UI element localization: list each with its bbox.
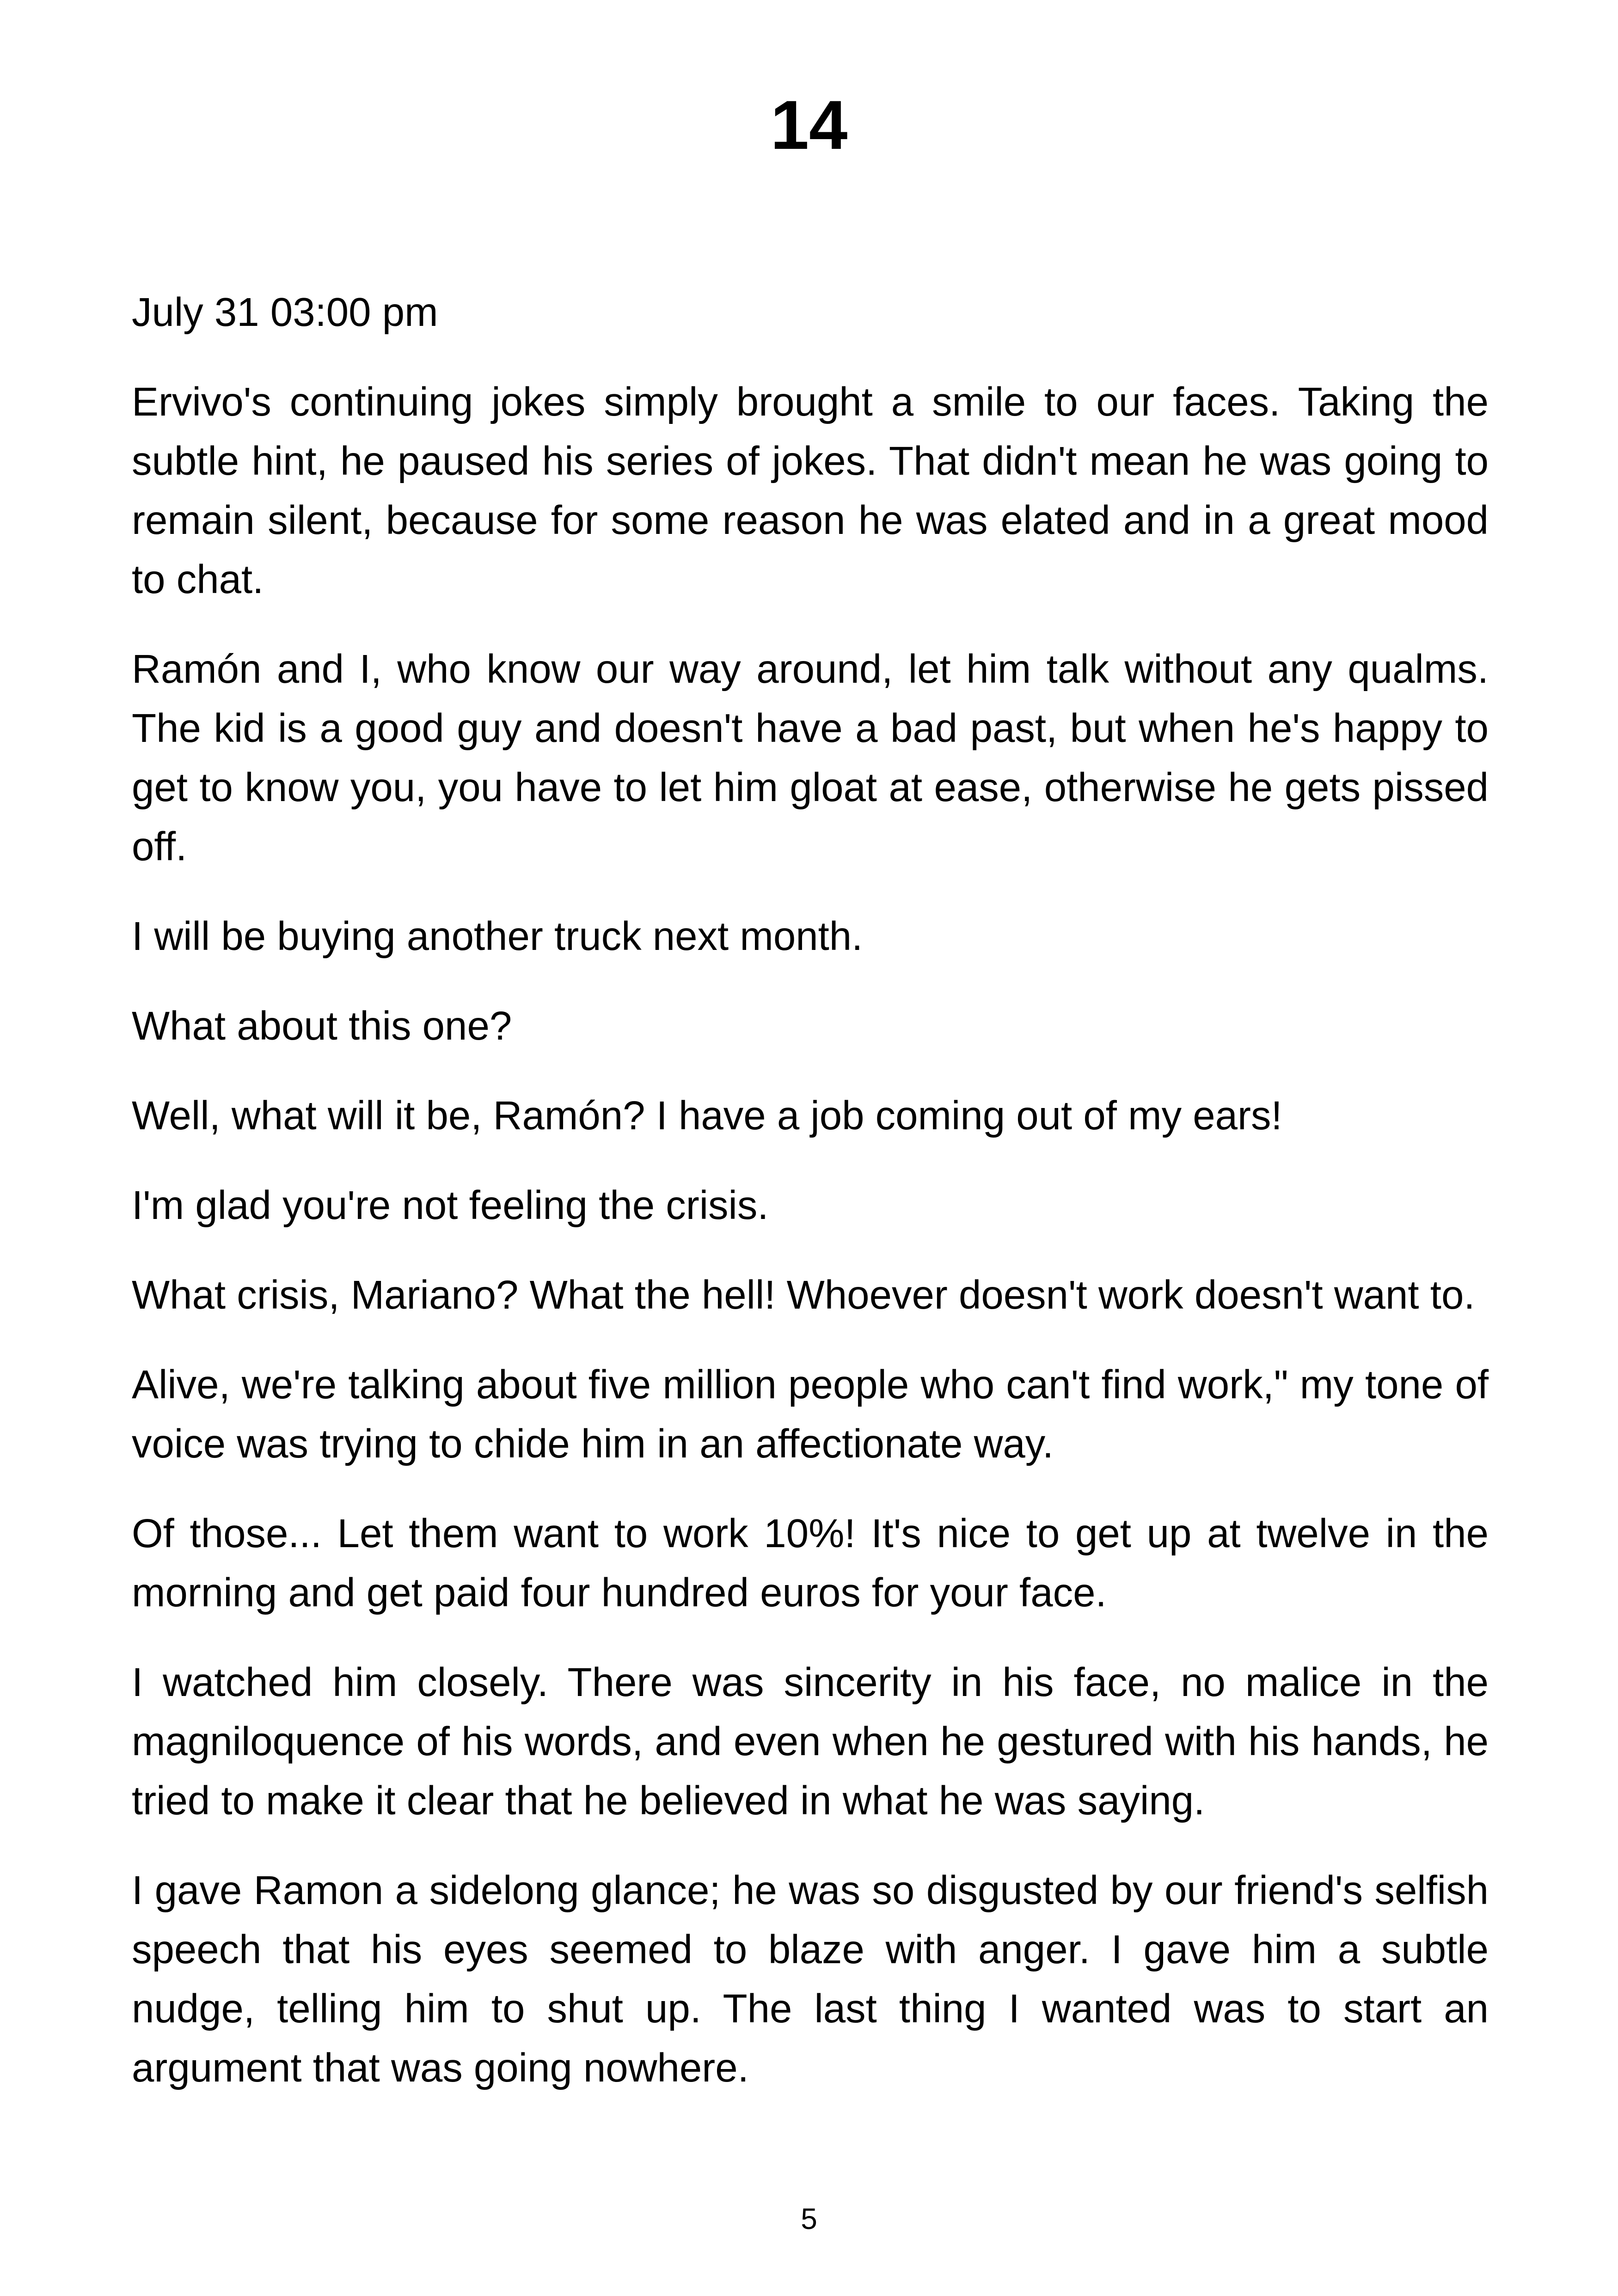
paragraph: Ramón and I, who know our way around, let him talk without any qualms. The kid is a good guy and doesn't have a bad past, but when he's happy to get to know you, you have to let him gloat at ease, otherwise he gets pissed off.	[132, 647, 1489, 869]
paragraph: What crisis, Mariano? What the hell! Whoever doesn't work doesn't want to.	[132, 1273, 1475, 1317]
paragraph: Ervivo's continuing jokes simply brought a smile to our faces. Taking the subtle hint, he paused his series of jokes. That didn't mean he was going to remain silent, because for some reason he was elated and in a great mood to chat.	[132, 380, 1489, 602]
entry-timestamp: July 31 03:00 pm	[132, 290, 438, 335]
page-number: 5	[801, 2202, 817, 2235]
body-text	[132, 283, 1489, 2128]
paragraph: I will be buying another truck next month.	[132, 914, 863, 959]
chapter-number: 14	[770, 86, 848, 164]
paragraph: Well, what will it be, Ramón? I have a job coming out of my ears!	[132, 1093, 1282, 1138]
paragraph: Of those... Let them want to work 10%! It's nice to get up at twelve in the morning and get paid four hundred euros for your face.	[132, 1511, 1489, 1615]
paragraph: I watched him closely. There was sincerity in his face, no malice in the magniloquence of his words, and even when he gestured with his hands, he tried to make it clear that he believed in what he was saying.	[132, 1660, 1489, 1823]
paragraph: What about this one?	[132, 1004, 512, 1048]
paragraph: I gave Ramon a sidelong glance; he was so disgusted by our friend's selfish speech that his eyes seemed to blaze with anger. I gave him a subtle nudge, telling him to shut up. The last thing I wanted was to start an argument that was going nowhere.	[132, 1868, 1489, 2090]
paragraph: I'm glad you're not feeling the crisis.	[132, 1183, 769, 1228]
paragraph: Alive, we're talking about five million people who can't find work," my tone of voice was trying to chide him in an affectionate way.	[132, 1362, 1489, 1466]
